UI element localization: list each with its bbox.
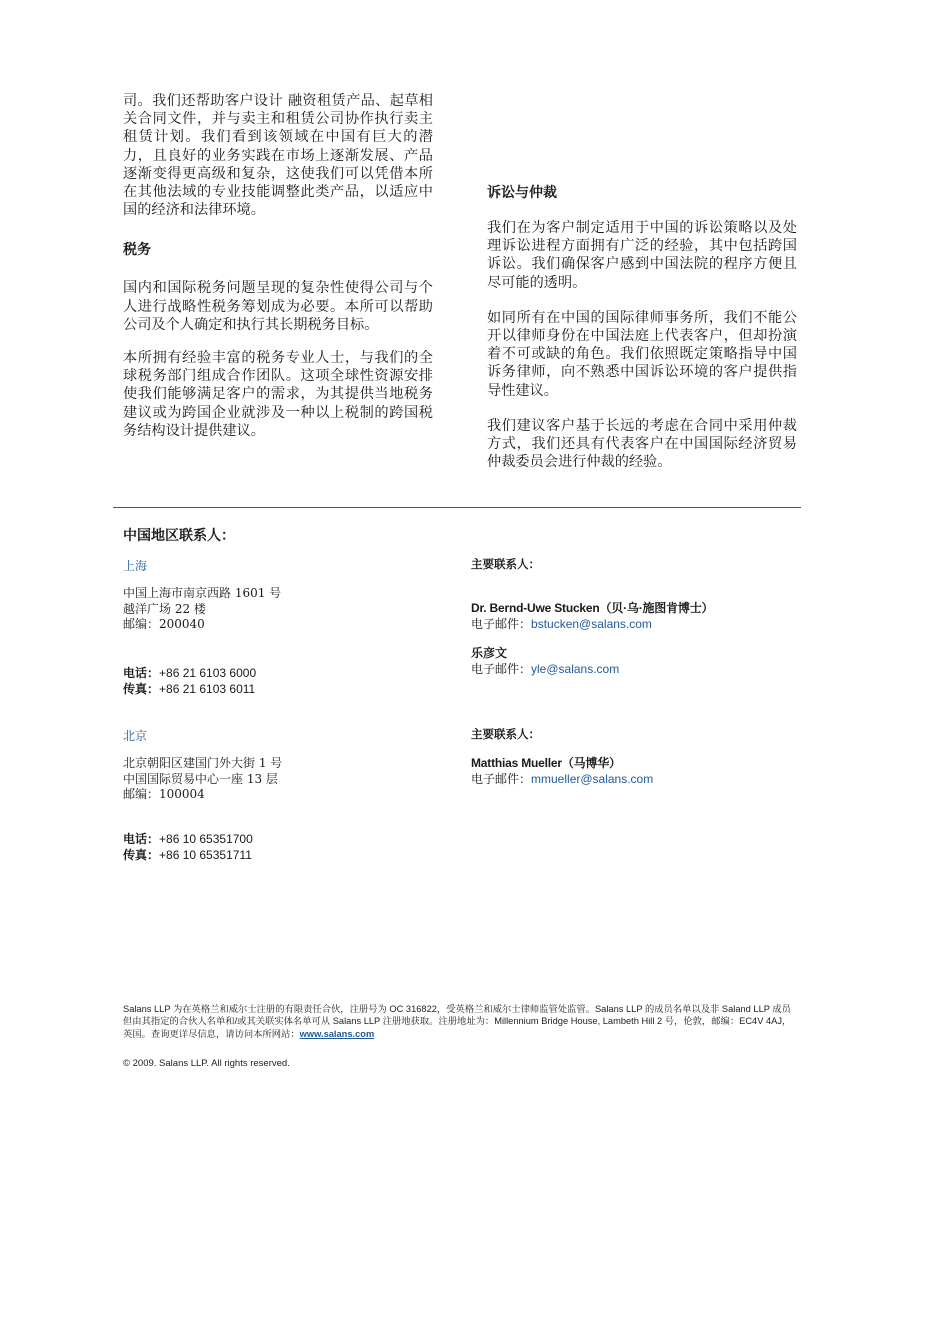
beijing-phone-fax — [123, 832, 253, 863]
shanghai-tel-label: 电话： — [123, 666, 160, 680]
shanghai-fax: +86 21 6103 6011 — [159, 681, 256, 696]
beijing-fax-row — [123, 848, 253, 864]
footer-legal-notice — [123, 1003, 793, 1040]
shanghai-main-contact-label: 主要联系人： — [471, 557, 540, 571]
tax-heading: 税务 — [123, 242, 151, 259]
beijing-address-line1: 北京朝阳区建国门外大街 1 号 — [123, 756, 283, 770]
beijing-fax-label: 传真： — [123, 847, 160, 862]
beijing-contact-1 — [471, 756, 653, 787]
leasing-intro-paragraph: 司。我们还帮助客户设计 融资租赁产品、起草相关合同文件，并与卖主和租赁公司协作执行卖主租赁计划。我们看到该领域在中国有巨大的潜力，且良好的业务实践在市场上逐渐发展、产品逐渐变得更高级和复杂，这使我们可以凭借本所在其他法域的专业技能调整此类产品，以适应中国的经济和法律环境。 — [123, 93, 433, 219]
shanghai-phone-fax — [123, 666, 256, 697]
shanghai-fax-label: 传真： — [123, 681, 160, 696]
beijing-contact-1-name: Matthias Mueller（马博华） — [471, 756, 621, 770]
litigation-heading: 诉讼与仲裁 — [487, 185, 557, 201]
shanghai-fax-row — [123, 682, 256, 698]
shanghai-contact-1 — [471, 601, 713, 632]
section-divider — [113, 507, 801, 508]
tax-paragraph-1: 国内和国际税务问题呈现的复杂性使得公司与个人进行战略性税务筹划成为必要。本所可以帮助公司及个人确定和执行其长期税务目标。 — [123, 280, 433, 333]
shanghai-tel: +86 21 6103 6000 — [159, 666, 257, 680]
shanghai-contact-2-email-row — [471, 662, 619, 678]
beijing-contact-1-email-label: 电子邮件： — [471, 771, 532, 786]
contacts-title: 中国地区联系人： — [123, 528, 235, 544]
beijing-address — [123, 756, 282, 803]
copyright-notice: © 2009. Salans LLP. All rights reserved. — [123, 1058, 290, 1069]
shanghai-contact-2-email-label: 电子邮件： — [471, 661, 532, 676]
beijing-address-line2: 中国国际贸易中心一座 13 层 — [123, 771, 278, 786]
beijing-contact-1-email-link[interactable]: mmueller@salans.com — [531, 771, 654, 786]
left-column — [123, 92, 433, 440]
shanghai-address — [123, 586, 281, 633]
beijing-postcode: 邮编：100004 — [123, 787, 205, 801]
beijing-fax: +86 10 65351711 — [159, 847, 252, 862]
shanghai-contact-2-name: 乐彦文 — [471, 646, 508, 660]
shanghai-contact-1-email-label: 电子邮件： — [471, 616, 532, 631]
shanghai-contact-1-name: Dr. Bernd-Uwe Stucken（贝·乌·施图肯博士） — [471, 601, 714, 615]
beijing-contact-1-email-row — [471, 772, 653, 788]
shanghai-postcode: 邮编：200040 — [123, 617, 205, 631]
shanghai-contact-2-email-link[interactable]: yle@salans.com — [531, 661, 620, 676]
shanghai-contact-1-email-row — [471, 617, 713, 633]
tax-paragraph-2: 本所拥有经验丰富的税务专业人士，与我们的全球税务部门组成合作团队。这项全球性资源安排使我们能够满足客户的需求，为其提供当地税务建议或为跨国企业就涉及一种以上税制的跨国税务结构设计提供建议。 — [123, 350, 433, 439]
shanghai-contact-1-email-link[interactable]: bstucken@salans.com — [531, 616, 652, 631]
beijing-tel: +86 10 65351700 — [159, 832, 253, 846]
city-shanghai: 上海 — [123, 559, 148, 573]
shanghai-contact-2 — [471, 646, 619, 677]
right-column — [487, 184, 797, 471]
litigation-paragraph-1: 我们在为客户制定适用于中国的诉讼策略以及处理诉讼进程方面拥有广泛的经验，其中包括跨国诉讼。我们确保客户感到中国法院的程序方便且尽可能的透明。 — [487, 220, 797, 291]
footer-website-link[interactable]: www.salans.com — [299, 1028, 375, 1039]
footer-legal-text: Salans LLP 为在英格兰和威尔士注册的有限责任合伙，注册号为 OC 316822，受英格兰和威尔士律师监管处监管。Salans LLP 的成员名单以及非 Saland LLP 成员但由其指定的合伙人名单和/或其关联实体名单可从 Salans LLP 注册地获取。注册地址为：Millennium Bridge House, Lambeth Hill 2 号，伦敦，邮编：EC4V 4AJ，英国。查询更详尽信息，请访问本所网站： — [123, 1004, 792, 1039]
beijing-tel-row — [123, 832, 253, 848]
shanghai-address-line2: 越洋广场 22 楼 — [123, 601, 206, 616]
litigation-paragraph-2: 如同所有在中国的国际律师事务所，我们不能公开以律师身份在中国法庭上代表客户，但却扮演着不可或缺的角色。我们依照既定策略指导中国诉务律师，向不熟悉中国诉讼环境的客户提供指导性建议。 — [487, 309, 797, 399]
city-beijing: 北京 — [123, 729, 148, 743]
shanghai-address-line1: 中国上海市南京西路 1601 号 — [123, 586, 282, 600]
shanghai-tel-row — [123, 666, 256, 682]
beijing-main-contact-label: 主要联系人： — [471, 727, 540, 741]
litigation-paragraph-3: 我们建议客户基于长远的考虑在合同中采用仲裁方式，我们还具有代表客户在中国国际经济贸易仲裁委员会进行仲裁的经验。 — [487, 417, 797, 471]
beijing-tel-label: 电话： — [123, 832, 160, 846]
